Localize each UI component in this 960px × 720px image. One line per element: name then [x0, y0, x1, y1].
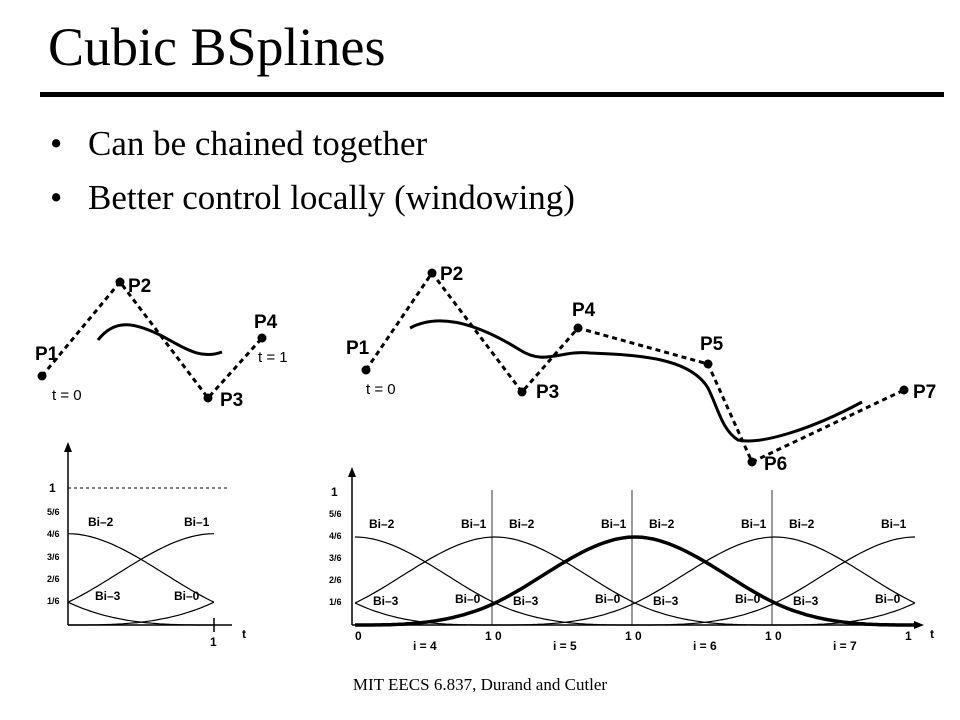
x-axis-label: t — [242, 627, 246, 641]
segment-end-label: 1 — [625, 629, 632, 643]
bullet-text: Can be chained together — [88, 124, 428, 163]
control-point-p2 — [428, 269, 437, 278]
x-axis-arrow-icon — [914, 621, 924, 629]
label-p4: P4 — [572, 300, 596, 321]
basis-label-bi-1: Bi–1 — [601, 517, 627, 531]
y-tick-label-5-6: 5/6 — [329, 509, 342, 519]
bullet-list — [50, 117, 575, 225]
basis-label-bi-3: Bi–3 — [373, 594, 399, 608]
curve-1 — [35, 276, 288, 411]
slide-title: Cubic BSplines — [48, 17, 386, 77]
y-tick-label-1-6: 1/6 — [329, 597, 342, 607]
segment-start-label: 0 — [495, 629, 502, 643]
y-tick-label-1-6: 1/6 — [47, 596, 60, 606]
t-start-label-2: t = 0 — [366, 381, 396, 398]
control-point-p7 — [900, 386, 909, 395]
control-point-p1 — [38, 372, 47, 381]
basis-label-bi-0: Bi–0 — [875, 592, 901, 606]
basis-label-bi-0: Bi–0 — [455, 592, 481, 606]
basis-label-bi-2: Bi–2 — [509, 517, 535, 531]
segment-end-label: 1 — [485, 629, 492, 643]
y-tick-label-2-6: 2/6 — [329, 575, 342, 585]
label-p1: P1 — [35, 344, 59, 365]
t-end-label-1: t = 1 — [258, 349, 288, 366]
control-point-p4 — [258, 334, 267, 343]
label-p6: P6 — [764, 454, 788, 475]
basis-label-bi-0: Bi–0 — [595, 592, 621, 606]
segment-index-label: i = 7 — [833, 639, 857, 653]
y-tick-label-2-6: 2/6 — [47, 574, 60, 584]
curve-2 — [346, 264, 936, 475]
x-axis-label: t — [930, 627, 934, 641]
control-point-p1 — [362, 366, 371, 375]
segment-index-label: i = 4 — [413, 639, 437, 653]
label-p7: P7 — [913, 382, 937, 403]
y-tick-label-3-6: 3/6 — [329, 553, 342, 563]
y-tick-label-4-6: 4/6 — [47, 529, 60, 539]
label-p4: P4 — [254, 312, 278, 333]
basis-label-bi-0: Bi–0 — [735, 592, 761, 606]
label-p3: P3 — [220, 390, 244, 411]
basis-label-bi-2: Bi–2 — [649, 517, 675, 531]
x-tick-label: 1 — [210, 635, 217, 649]
spline-curve-1 — [98, 325, 222, 355]
control-polygon-1 — [42, 282, 262, 398]
control-point-p5 — [704, 360, 713, 369]
label-p1: P1 — [346, 338, 370, 359]
segment-index-label: i = 6 — [693, 639, 717, 653]
basis-plot-left — [47, 442, 246, 649]
basis-label-bi-3: Bi–3 — [95, 589, 121, 603]
segment-index-label: i = 5 — [553, 639, 577, 653]
basis-label-bi-3: Bi–3 — [653, 594, 679, 608]
basis-label-bi-3: Bi–3 — [793, 594, 819, 608]
basis-label-bi-1: Bi–1 — [184, 515, 210, 529]
control-point-p2 — [116, 278, 125, 287]
y-tick-label-4-6: 4/6 — [329, 531, 342, 541]
label-p2: P2 — [440, 264, 464, 285]
label-p3: P3 — [536, 382, 560, 403]
basis-plot-right — [329, 467, 934, 653]
basis-label-bi-2: Bi–2 — [789, 517, 815, 531]
bullet-item: • Can be chained together — [50, 124, 428, 163]
segment-end-label: 1 — [765, 629, 772, 643]
y-axis-arrow-icon — [348, 467, 356, 477]
segment-end-label: 1 — [905, 629, 912, 643]
y-tick-label-1: 1 — [49, 481, 56, 495]
segment-start-label: 0 — [635, 629, 642, 643]
t-start-label-1: t = 0 — [52, 387, 82, 404]
footer-credit: MIT EECS 6.837, Durand and Cutler — [352, 675, 608, 694]
basis-label-bi-2: Bi–2 — [88, 515, 114, 529]
y-tick-label-1: 1 — [331, 485, 338, 499]
basis-label-bi-1: Bi–1 — [881, 517, 907, 531]
y-tick-label-3-6: 3/6 — [47, 552, 60, 562]
basis-label-bi-3: Bi–3 — [513, 594, 539, 608]
basis-label-bi-0: Bi–0 — [174, 589, 200, 603]
bullet-text: Better control locally (windowing) — [88, 178, 575, 217]
y-tick-label-5-6: 5/6 — [47, 507, 60, 517]
label-p2: P2 — [128, 276, 152, 297]
bullet-item: • Better control locally (windowing) — [50, 178, 575, 217]
control-point-p6 — [748, 458, 757, 467]
basis-label-bi-1: Bi–1 — [741, 517, 767, 531]
segment-start-label: 0 — [775, 629, 782, 643]
title-rule — [40, 92, 944, 97]
label-p5: P5 — [700, 334, 724, 355]
basis-curve-bi-0 — [68, 602, 214, 625]
bspline-figure — [0, 240, 960, 660]
basis-label-bi-1: Bi–1 — [461, 517, 487, 531]
y-axis-arrow-icon — [64, 442, 72, 452]
spline-curve-2 — [410, 321, 862, 441]
segment-start-label: 0 — [355, 629, 362, 643]
control-polygon-2 — [366, 273, 904, 462]
control-point-p3 — [204, 394, 213, 403]
basis-label-bi-2: Bi–2 — [369, 517, 395, 531]
control-point-p3 — [518, 388, 527, 397]
control-point-p4 — [574, 324, 583, 333]
